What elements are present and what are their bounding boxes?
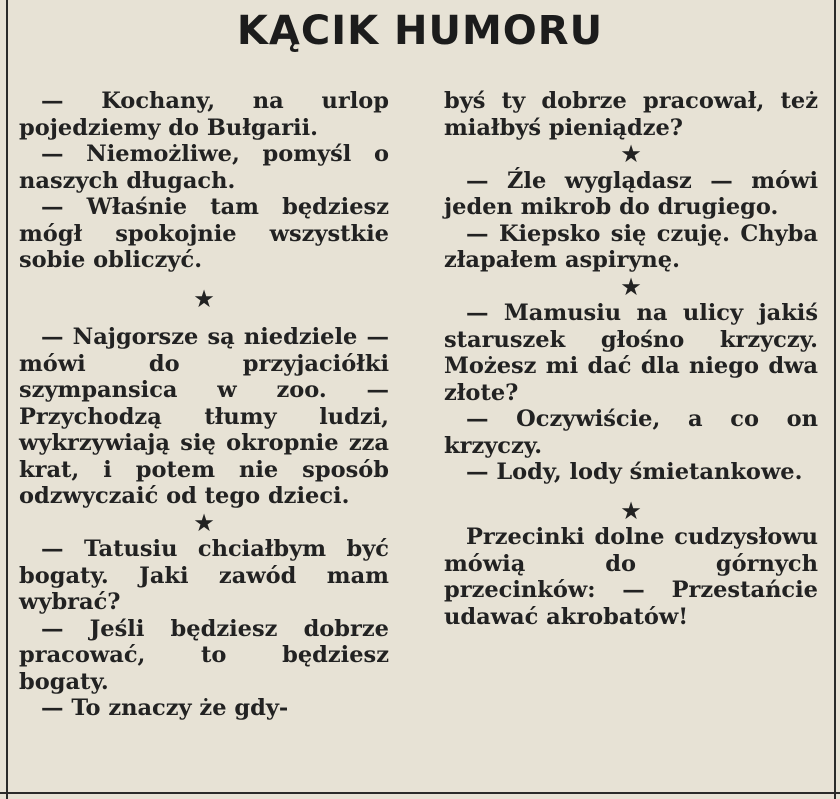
- joke-line: byś ty dobrze pracował, też miałbyś pieniądze?: [444, 88, 818, 141]
- joke-line: — To znaczy że gdy-: [41, 695, 289, 721]
- joke-3: [19, 536, 389, 722]
- joke-line: — Tatusiu chciałbym być bogaty. Jaki zawód mam wybrać?: [19, 536, 389, 615]
- joke-line: — Najgorsze są niedziele — mówi do przyjaciółki szympansica w zoo. — Przychodzą tłumy ludzi, wykrzywiają się okropnie zza krat, i potem nie sposób odzwyczaić od tego dzieci.: [19, 324, 389, 509]
- joke-6: [444, 524, 818, 630]
- joke-4: [444, 168, 818, 274]
- star-separator: ★: [621, 497, 641, 523]
- joke-1: [19, 88, 389, 274]
- joke-line: — Właśnie tam będziesz mógł spokojnie wszystkie sobie obliczyć.: [19, 194, 389, 273]
- joke-line: — Kochany, na urlop pojedziemy do Bułgarii.: [19, 88, 389, 141]
- star-separator: ★: [194, 285, 214, 311]
- page-title: KĄCIK HUMORU: [236, 8, 604, 54]
- joke-2: [19, 324, 389, 510]
- star-separator: ★: [621, 141, 641, 166]
- bottom-rule: [0, 792, 840, 794]
- star-separator: ★: [621, 273, 641, 299]
- joke-line: — Źle wyglądasz — mówi jeden mikrob do drugiego.: [444, 167, 818, 220]
- joke-5: [444, 300, 818, 486]
- right-column: [444, 88, 818, 630]
- joke-line: — Lody, lody śmietankowe.: [466, 459, 803, 485]
- joke-line: — Mamusiu na ulicy jakiś staruszek głośno krzyczy. Możesz mi dać dla niego dwa złote?: [444, 300, 818, 406]
- joke-line: — Jeśli będziesz dobrze pracować, to będziesz bogaty.: [19, 615, 389, 695]
- joke-line: — Oczywiście, a co on krzyczy.: [444, 406, 818, 459]
- star-separator: ★: [194, 509, 214, 535]
- joke-line: Przecinki dolne cudzysłowu mówią do górnych przecinków: — Przestańcie udawać akrobatów!: [444, 524, 818, 630]
- left-column: [19, 88, 389, 722]
- left-column-rule: [6, 0, 8, 799]
- joke-line: — Niemożliwe, pomyśl o naszych długach.: [19, 141, 389, 194]
- joke-3-continued: [444, 88, 818, 141]
- right-column-rule: [834, 0, 836, 799]
- joke-line: — Kiepsko się czuję. Chyba złapałem aspirynę.: [444, 220, 818, 273]
